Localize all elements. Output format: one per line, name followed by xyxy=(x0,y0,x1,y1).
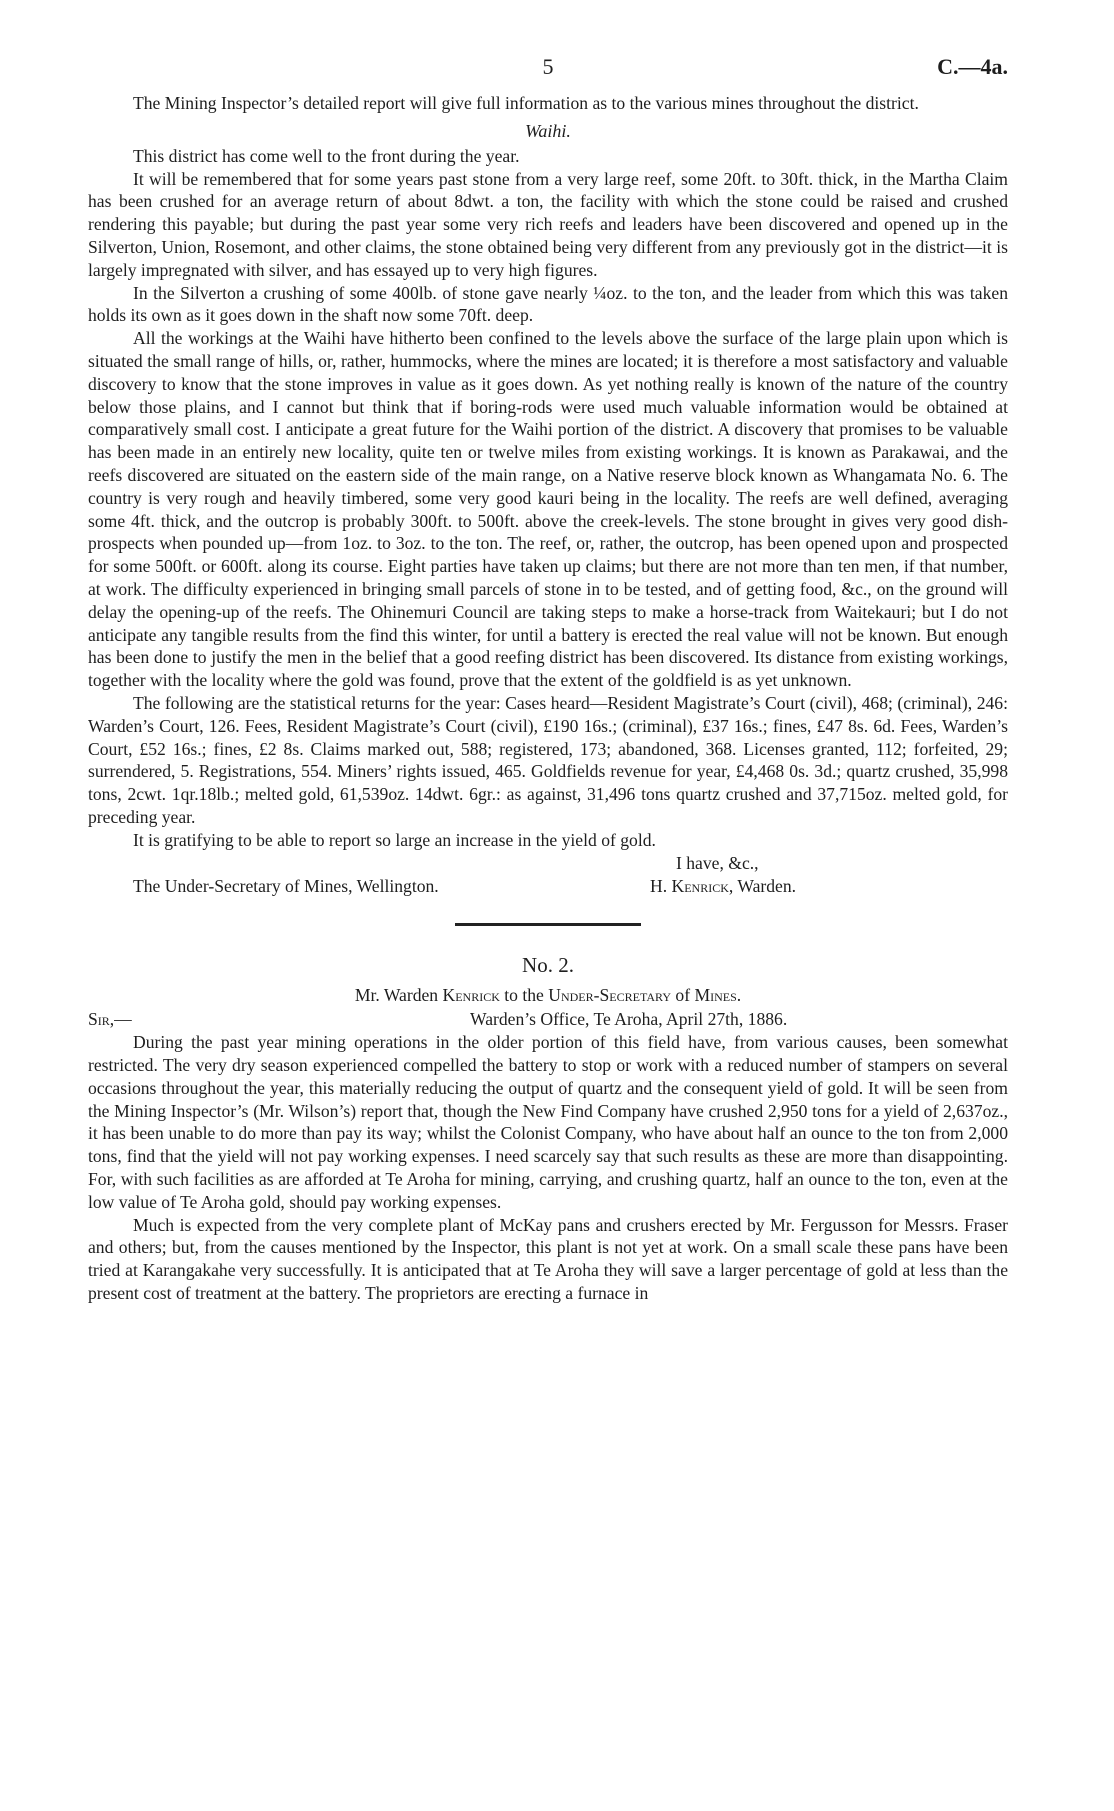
title-of: of xyxy=(671,984,695,1005)
signature xyxy=(650,875,796,898)
letter-number: No. 2. xyxy=(522,952,574,977)
title-mid: to the xyxy=(499,984,549,1005)
signatory-title: , Warden. xyxy=(728,875,797,896)
page-header xyxy=(88,48,1008,92)
page-number: 5 xyxy=(542,54,554,79)
paragraph: All the workings at the Waihi have hitherto been confined to the levels above the surface of the large plain upon which is situated the small range of hills, or, rather, hummocks, where the mines are located; it is therefore a most satisfactory and valuable discovery to know that the stone improves in value as it goes down. As yet nothing really is known of the nature of the country below those plains, and I cannot but think that if boring-rods were used much valuable information would be obtained at comparatively small cost. I anticipate a great future for the Waihi portion of the district. A discovery that promises to be valuable has been made in an entirely new locality, quite ten or twelve miles from existing workings. It is known as Parakawai, and the reefs discovered are situated on the eastern side of the main range, on a Native reserve block known as Whangamata No. 6. The country is very rough and heavily timbered, some very good kauri being in the locality. The reefs are well defined, averaging some 4ft. thick, and the outcrop is probably 300ft. to 500ft. above the creek-levels. The stone brought in gives very good dish-prospects when pounded up—from 1oz. to 3oz. to the ton. The reef, or, rather, the outcrop, has been opened upon and prospected for some 500ft. or 600ft. along its course. Eight parties have taken up claims; but there are not more than ten men, if that number, at work. The difficulty experienced in bringing small parcels of stone in to be tested, and of getting food, &c., on the ground will delay the opening-up of the reefs. The Ohinemuri Council are taking steps to make a horse-track from Waitekauri; but I do not anticipate any tangible results from the find this winter, for until a battery is erected the real value will not be known. But enough has been done to justify the men in the belief that a good reefing district has been discovered. Its distance from existing workings, together with the locality where the gold was found, prove that the extent of the goldfield is as yet unknown. xyxy=(88,328,1008,691)
document-reference: C.—4a. xyxy=(937,54,1008,79)
paragraph: In the Silverton a crushing of some 400lb. of stone gave nearly ¼oz. to the ton, and the leader from which this was taken holds its own as it goes down in the shaft now some 70ft. deep. xyxy=(88,282,1008,326)
section-heading-waihi: Waihi. xyxy=(525,120,571,141)
title-end: . xyxy=(736,984,742,1005)
title-name: Kenrick xyxy=(442,984,500,1005)
address-date: Warden’s Office, Te Aroha, April 27th, 1886. xyxy=(470,1009,788,1030)
signatory-name: Kenrick xyxy=(671,875,729,896)
title-office: Under-Secretary xyxy=(548,984,671,1005)
paragraph: During the past year mining operations in the older portion of this field have, from various causes, been somewhat restricted. The very dry season experienced compelled the battery to stop or work with a reduced number of stampers on several occasions throughout the year, this materially reducing the output of quartz and the consequent yield of gold. It will be seen from the Mining Inspector’s (Mr. Wilson’s) report that, though the New Find Company have crushed 2,950 tons for a yield of 2,637oz., it has been unable to do more than pay its way; whilst the Colonist Company, who have about half an ounce to the ton from 2,000 tons, find that the yield will not pay working expenses. I need scarcely say that such results as these are more than disappointing. For, with such facilities as are afforded at Te Aroha for mining, carrying, and crushing quartz, half an ounce to the ton, even at the low value of Te Aroha gold, should pay working expenses. xyxy=(88,1032,1008,1212)
title-mines: Mines xyxy=(694,984,737,1005)
closing-salutation: I have, &c., xyxy=(676,852,759,873)
signatory-initial: H. xyxy=(650,875,668,896)
paragraph: It will be remembered that for some years past stone from a very large reef, some 20ft. to 30ft. thick, in the Martha Claim has been crushed for an average return of about 8dwt. a ton, the facility with which the stone could be raised and crushed rendering this payable; but during the past year some very rich reefs and leaders have been discovered and opened up in the Silverton, Union, Rosemont, and other claims, the stone obtained being very different from any previously got in the district—it is largely impregnated with silver, and has essayed up to very high figures. xyxy=(88,168,1008,280)
title-prefix: Mr. Warden xyxy=(354,984,443,1005)
salutation: Sir,— xyxy=(88,1009,132,1030)
paragraph: Much is expected from the very complete plant of McKay pans and crushers erected by Mr. Fergusson for Messrs. Fraser and others; but, from the causes mentioned by the Inspector, this plant is not yet at work. On a small scale these pans have been tried at Karangakahe very successfully. It is anticipated that at Te Aroha they will save a larger percentage of gold at less than the present cost of treatment at the battery. The proprietors are erecting a furnace in xyxy=(88,1214,1008,1304)
intro-paragraph: The Mining Inspector’s detailed report will give full information as to the various mines throughout the district. xyxy=(133,93,919,113)
letter-closing xyxy=(88,852,1008,898)
section-divider xyxy=(455,923,641,926)
addressee: The Under-Secretary of Mines, Wellington. xyxy=(133,875,439,896)
document-page xyxy=(88,48,1008,1788)
paragraph: This district has come well to the front during the year. xyxy=(133,145,520,166)
salutation-row xyxy=(88,1008,1008,1031)
letter-title xyxy=(88,984,1008,1007)
statistics-paragraph: The following are the statistical returns for the year: Cases heard—Resident Magistrate’s Court (civil), 468; (criminal), 246: Warden’s Court, 126. Fees, Resident Magistrate’s Court (civil), £190 16s.; (criminal), £37 16s.; fines, £47 8s. 6d. Fees, Warden’s Court, £52 16s.; fines, £2 8s. Claims marked out, 588; registered, 173; abandoned, 368. Licenses granted, 112; forfeited, 29; surrendered, 5. Registrations, 554. Miners’ rights issued, 465. Goldfields revenue for year, £4,468 0s. 3d.; quartz crushed, 35,998 tons, 2cwt. 1qr.18lb.; melted gold, 61,539oz. 14dwt. 6gr.: as against, 31,496 tons quartz crushed and 37,715oz. melted gold, for preceding year. xyxy=(88,692,1008,827)
paragraph: It is gratifying to be able to report so large an increase in the yield of gold. xyxy=(133,829,656,850)
